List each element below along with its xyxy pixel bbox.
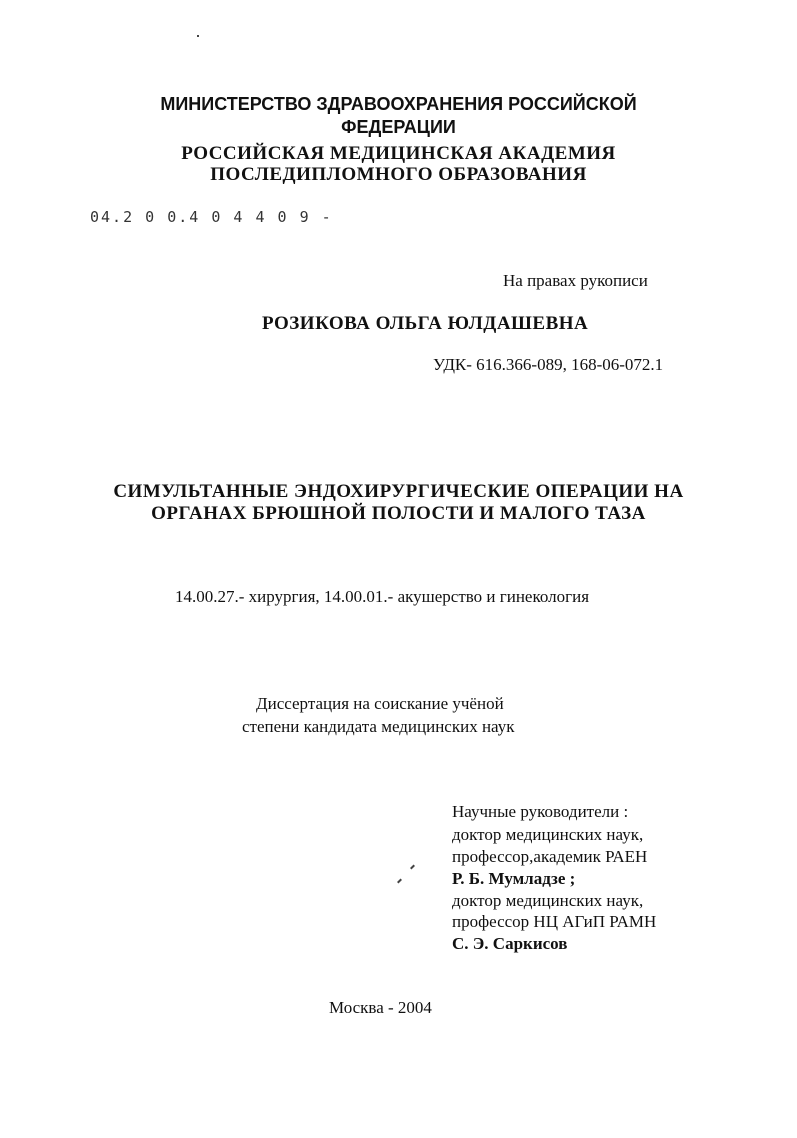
academy-line-2: ПОСЛЕДИПЛОМНОГО ОБРАЗОВАНИЯ xyxy=(210,164,587,185)
dissertation-title-line-2: ОРГАНАХ БРЮШНОЙ ПОЛОСТИ И МАЛОГО ТАЗА xyxy=(151,503,646,524)
pen-mark xyxy=(410,865,415,870)
supervisor-1-degree: доктор медицинских наук, xyxy=(452,825,644,844)
supervisor-2-degree: доктор медицинских наук, xyxy=(452,891,644,910)
city-year: Москва - 2004 xyxy=(329,998,432,1017)
supervisor-1-name: Р. Б. Мумладзе ; xyxy=(452,869,576,888)
academy-line-1: РОССИЙСКАЯ МЕДИЦИНСКАЯ АКАДЕМИЯ xyxy=(181,143,616,164)
supervisors-heading: Научные руководители : xyxy=(452,802,629,821)
degree-line-2: степени кандидата медицинских наук xyxy=(242,717,515,736)
manuscript-note: На правах рукописи xyxy=(503,271,648,290)
supervisor-2-title: профессор НЦ АГиП РАМН xyxy=(452,912,657,931)
author-name: РОЗИКОВА ОЛЬГА ЮЛДАШЕВНА xyxy=(262,313,589,334)
ministry-line-2: ФЕДЕРАЦИИ xyxy=(341,117,456,137)
supervisor-1-title: профессор,академик РАЕН xyxy=(452,847,648,866)
ministry-line-1: МИНИСТЕРСТВО ЗДРАВООХРАНЕНИЯ РОССИЙСКОЙ xyxy=(160,94,637,114)
degree-line-1: Диссертация на соискание учёной xyxy=(256,694,504,713)
udc-code: УДК- 616.366-089, 168-06-072.1 xyxy=(433,355,664,374)
registration-number: 04.2 0 0.4 0 4 4 0 9 - xyxy=(90,208,333,226)
supervisor-2-name: С. Э. Саркисов xyxy=(452,934,568,953)
dissertation-title-line-1: СИМУЛЬТАННЫЕ ЭНДОХИРУРГИЧЕСКИЕ ОПЕРАЦИИ НА xyxy=(113,481,684,502)
pen-mark xyxy=(397,879,402,884)
specialties: 14.00.27.- хирургия, 14.00.01.- акушерство и гинекология xyxy=(175,587,590,606)
scan-speck xyxy=(197,35,199,37)
